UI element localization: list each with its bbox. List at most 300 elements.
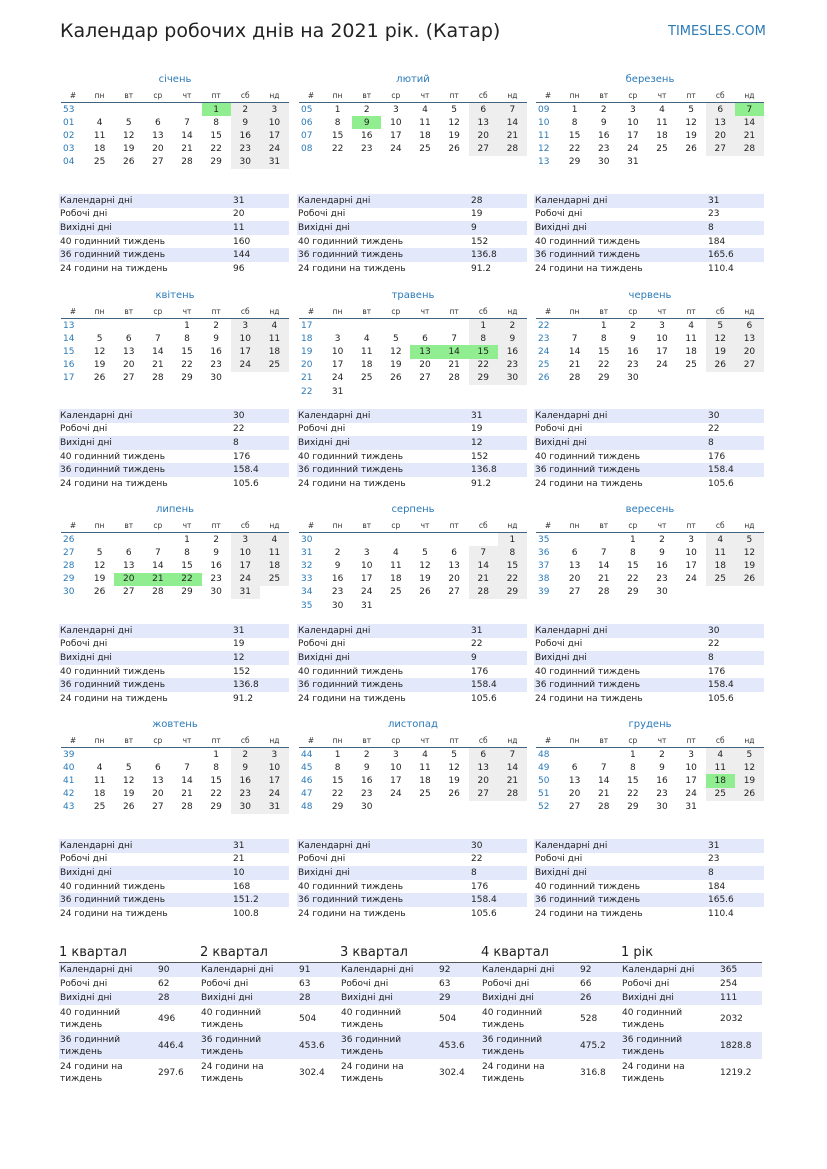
day-cell: [647, 372, 676, 385]
day-cell: 6: [154, 762, 161, 773]
weekday-header: ср: [618, 733, 647, 748]
summary-block: [481, 944, 622, 1086]
day-cell: 4: [260, 533, 289, 547]
stat-value: 105.6: [471, 693, 497, 704]
day-cell: [647, 156, 676, 169]
day-cell: 1: [334, 749, 341, 760]
week-number: 13: [63, 320, 75, 331]
summary-table: [200, 963, 341, 1086]
week-row: [61, 533, 289, 547]
stat-label: 36 годинний тиждень: [534, 893, 707, 907]
day-cell: 1: [184, 534, 190, 545]
day-cell: 7: [498, 103, 527, 117]
stat-value: 105.6: [233, 478, 259, 489]
day-cell: 3: [231, 533, 260, 547]
day-cell: 26: [735, 573, 764, 586]
week-row: [61, 319, 289, 333]
day-cell: [352, 385, 381, 398]
week-row: [536, 573, 764, 586]
week-row: [299, 319, 527, 333]
day-cell: 30: [231, 801, 260, 814]
summary-label: 36 годинний тиждень: [481, 1032, 579, 1059]
stat-value: 31: [470, 624, 527, 638]
month-calendar: [61, 72, 289, 169]
month-name: жовтень: [152, 719, 198, 730]
weekday-header: вт: [589, 304, 618, 319]
month-name: липень: [155, 504, 194, 515]
day-cell: 11: [360, 346, 373, 357]
day-cell: [85, 533, 114, 547]
day-cell: 12: [93, 346, 106, 357]
summary-value: 111: [719, 991, 762, 1005]
stat-label: 40 годинний тиждень: [60, 666, 166, 677]
summary-title: 3 квартал: [340, 944, 481, 963]
day-cell: 10: [685, 547, 697, 558]
day-cell: 26: [706, 359, 735, 372]
day-cell: 26: [735, 788, 764, 801]
week-number: 41: [63, 775, 75, 786]
day-cell: 29: [597, 373, 610, 384]
stat-label: Вихідні дні: [59, 651, 232, 665]
week-row: [299, 116, 527, 129]
day-cell: 24: [231, 359, 260, 372]
weekday-header: пт: [202, 88, 231, 103]
day-cell: 11: [685, 333, 697, 344]
day-cell: [381, 385, 410, 398]
stat-value: 12: [232, 651, 289, 665]
stat-value: 19: [471, 209, 483, 220]
month-calendar: [536, 288, 764, 385]
day-cell: 22: [627, 574, 639, 585]
week-row: [536, 143, 764, 156]
day-cell: 26: [390, 373, 402, 384]
summary-value: 297.6: [158, 1067, 184, 1078]
stat-label: Календарні дні: [297, 839, 470, 853]
day-cell: 2: [629, 320, 636, 331]
day-cell: 21: [498, 774, 527, 787]
month-stats: [534, 839, 764, 921]
day-cell: 16: [231, 774, 260, 787]
summary-label: 24 години на тиждень: [622, 1061, 685, 1084]
day-cell: 13: [735, 332, 764, 345]
week-number: 51: [538, 789, 550, 800]
week-row: [61, 332, 289, 345]
week-number: 26: [538, 373, 550, 384]
week-row: [536, 156, 764, 169]
stat-value: 184: [708, 236, 726, 247]
day-cell: 29: [469, 372, 498, 385]
summary-value: 453.6: [438, 1032, 481, 1059]
stat-label: 24 години на тиждень: [298, 263, 406, 274]
day-cell: [381, 599, 410, 612]
summary-label: 40 годинний тиждень: [622, 1007, 683, 1030]
day-cell: 25: [685, 360, 697, 371]
day-cell: 20: [419, 360, 431, 371]
day-cell: 14: [152, 560, 164, 571]
stat-label: Робочі дні: [298, 854, 346, 865]
week-number: 35: [301, 600, 313, 611]
day-cell: 9: [629, 333, 636, 344]
summary-label: 36 годинний тиждень: [621, 1032, 719, 1059]
stat-label: 40 годинний тиждень: [298, 451, 404, 462]
week-row: [536, 788, 764, 801]
week-row: [61, 116, 289, 129]
day-cell: 23: [331, 587, 344, 598]
day-cell: 17: [656, 346, 668, 357]
day-cell: 18: [360, 360, 373, 371]
day-cell: 20: [448, 574, 460, 585]
weekday-header: нд: [260, 304, 289, 319]
stat-label: 40 годинний тиждень: [298, 666, 404, 677]
day-cell: 17: [390, 130, 402, 141]
stat-label: Вихідні дні: [534, 651, 707, 665]
day-cell: 30: [627, 373, 639, 384]
day-cell: 20: [114, 573, 143, 586]
stat-label: Календарні дні: [59, 194, 232, 208]
day-cell: 9: [600, 117, 607, 128]
day-cell: 5: [451, 104, 457, 115]
week-number: 38: [538, 574, 550, 585]
day-cell: 25: [706, 573, 735, 586]
day-cell: 6: [154, 117, 161, 128]
summary-label: 24 години на тиждень: [341, 1061, 404, 1084]
week-row: [61, 129, 289, 142]
day-cell: 7: [451, 333, 457, 344]
day-cell: 25: [656, 144, 668, 155]
day-cell: 4: [96, 117, 103, 128]
weekday-header: ср: [143, 733, 172, 748]
day-cell: 18: [93, 144, 106, 155]
week-row: [61, 788, 289, 801]
stat-label: Календарні дні: [59, 839, 232, 853]
day-cell: 29: [568, 157, 581, 168]
day-cell: 17: [360, 574, 373, 585]
weekday-header: вт: [352, 733, 381, 748]
stat-value: 9: [470, 221, 527, 235]
day-cell: 27: [419, 373, 431, 384]
month-stats: [297, 839, 527, 921]
day-cell: 11: [419, 762, 431, 773]
stat-label: Календарні дні: [59, 409, 232, 423]
stat-value: 8: [470, 866, 527, 880]
stat-value: 105.6: [708, 693, 734, 704]
stat-value: 176: [471, 881, 489, 892]
day-cell: 21: [181, 144, 193, 155]
day-cell: 1: [184, 320, 190, 331]
day-cell: 16: [231, 129, 260, 142]
weekday-header: вт: [589, 88, 618, 103]
day-cell: 14: [181, 775, 193, 786]
stat-label: Робочі дні: [535, 209, 583, 220]
summary-label: 40 годинний тиждень: [482, 1007, 543, 1030]
week-number: 43: [63, 802, 75, 813]
day-cell: 15: [331, 775, 344, 786]
stat-value: 105.6: [471, 908, 497, 919]
month-table: [299, 518, 527, 612]
day-cell: 4: [260, 319, 289, 333]
week-row: [299, 546, 527, 559]
day-cell: 23: [210, 360, 222, 371]
stat-label: 36 годинний тиждень: [534, 678, 707, 692]
day-cell: [143, 533, 172, 547]
day-cell: [231, 372, 260, 385]
week-row: [61, 748, 289, 762]
stat-label: Календарні дні: [297, 624, 470, 638]
weekday-header: сб: [469, 518, 498, 533]
stat-label: Календарні дні: [534, 839, 707, 853]
weekday-header: нд: [735, 518, 764, 533]
weekday-header: пн: [560, 304, 589, 319]
day-cell: 12: [93, 560, 106, 571]
day-cell: 15: [210, 130, 222, 141]
day-cell: 6: [706, 103, 735, 117]
day-cell: 2: [659, 534, 665, 545]
day-cell: 23: [360, 144, 373, 155]
day-cell: [114, 319, 143, 333]
day-cell: 19: [706, 345, 735, 358]
day-cell: 13: [410, 345, 439, 358]
stat-value: 30: [232, 409, 289, 423]
day-cell: 13: [122, 346, 135, 357]
day-cell: [381, 319, 410, 333]
day-cell: 20: [152, 144, 164, 155]
day-cell: 6: [735, 319, 764, 333]
weekday-header: чт: [410, 518, 439, 533]
day-cell: 1: [202, 103, 231, 117]
day-cell: 30: [498, 372, 527, 385]
day-cell: 23: [656, 789, 668, 800]
day-cell: 27: [735, 359, 764, 372]
stat-value: 19: [471, 424, 483, 435]
stat-value: 31: [232, 839, 289, 853]
weekday-header: пт: [440, 304, 469, 319]
day-cell: 4: [706, 533, 735, 547]
day-cell: 10: [331, 346, 344, 357]
summary-label: 40 годинний тиждень: [201, 1007, 262, 1030]
stat-label: Робочі дні: [535, 854, 583, 865]
weekday-header: ср: [618, 88, 647, 103]
day-cell: 18: [685, 346, 697, 357]
day-cell: 3: [688, 534, 694, 545]
day-cell: 24: [360, 587, 373, 598]
day-cell: 15: [181, 346, 193, 357]
day-cell: [498, 599, 527, 612]
day-cell: 3: [688, 749, 694, 760]
day-cell: [706, 801, 735, 814]
week-row: [299, 599, 527, 612]
week-number: 46: [301, 775, 313, 786]
day-cell: 1: [469, 319, 498, 333]
week-row: [536, 372, 764, 385]
day-cell: 9: [659, 762, 665, 773]
day-cell: 30: [331, 600, 344, 611]
day-cell: 16: [656, 775, 668, 786]
day-cell: 12: [735, 546, 764, 559]
week-row: [61, 546, 289, 559]
day-cell: 28: [597, 802, 610, 813]
day-cell: 9: [231, 761, 260, 774]
day-cell: 10: [360, 560, 373, 571]
day-cell: [735, 156, 764, 169]
weekday-header: вт: [114, 518, 143, 533]
weekday-header: чт: [410, 88, 439, 103]
day-cell: 13: [706, 116, 735, 129]
day-cell: 17: [260, 129, 289, 142]
day-cell: 8: [184, 547, 190, 558]
weekday-header: сб: [231, 518, 260, 533]
weekday-header: #: [536, 518, 560, 533]
weekday-header: пн: [85, 733, 114, 748]
day-cell: 10: [390, 762, 402, 773]
week-number: 29: [63, 574, 75, 585]
day-cell: 7: [154, 333, 161, 344]
stat-label: Вихідні дні: [297, 221, 470, 235]
day-cell: 15: [331, 130, 344, 141]
stat-label: 36 годинний тиждень: [297, 463, 470, 477]
stat-value: 23: [708, 209, 720, 220]
weekday-header: ср: [143, 88, 172, 103]
weekday-header: чт: [172, 733, 201, 748]
day-cell: 29: [498, 586, 527, 599]
day-cell: 21: [568, 360, 581, 371]
day-cell: 7: [184, 762, 190, 773]
day-cell: 5: [451, 749, 457, 760]
day-cell: 2: [213, 534, 219, 545]
day-cell: 27: [568, 587, 581, 598]
week-row: [536, 546, 764, 559]
day-cell: 6: [469, 103, 498, 117]
week-number: 48: [538, 749, 550, 760]
day-cell: 29: [210, 157, 222, 168]
stat-label: 40 годинний тиждень: [535, 666, 641, 677]
stat-label: Робочі дні: [535, 639, 583, 650]
week-row: [299, 345, 527, 358]
weekday-header: ср: [143, 304, 172, 319]
summary-label: Календарні дні: [200, 963, 298, 977]
day-cell: 30: [231, 156, 260, 169]
day-cell: 23: [498, 359, 527, 372]
weekday-header: вт: [114, 88, 143, 103]
month-name: лютий: [396, 74, 430, 85]
day-cell: 7: [600, 762, 607, 773]
weekday-header: #: [299, 518, 323, 533]
day-cell: 16: [210, 560, 222, 571]
summary-value: 92: [579, 963, 622, 977]
day-cell: 15: [469, 345, 498, 358]
summary-label: 36 годинний тиждень: [59, 1032, 157, 1059]
day-cell: 20: [122, 360, 135, 371]
weekday-header: чт: [172, 518, 201, 533]
day-cell: 26: [122, 802, 135, 813]
stat-value: 22: [471, 854, 483, 865]
weekday-header: нд: [498, 733, 527, 748]
month-name: травень: [391, 290, 435, 301]
stat-value: 136.8: [470, 248, 527, 262]
stat-value: 9: [470, 651, 527, 665]
weekday-header: нд: [735, 733, 764, 748]
weekday-header: сб: [706, 518, 735, 533]
summary-value: 90: [157, 963, 200, 977]
day-cell: 20: [152, 789, 164, 800]
day-cell: 20: [568, 574, 581, 585]
stat-value: 8: [707, 866, 764, 880]
day-cell: [706, 156, 735, 169]
weekday-header: вт: [589, 518, 618, 533]
day-cell: [440, 319, 469, 333]
day-cell: 7: [154, 547, 161, 558]
day-cell: 11: [656, 117, 668, 128]
day-cell: 17: [260, 774, 289, 787]
weekday-header: пн: [85, 88, 114, 103]
day-cell: [706, 372, 735, 385]
weekday-header: пн: [560, 88, 589, 103]
summary-label: Робочі дні: [622, 979, 670, 989]
weekday-header: ср: [381, 88, 410, 103]
week-row: [299, 129, 527, 142]
day-cell: [172, 103, 201, 117]
week-row: [536, 332, 764, 345]
week-number: 27: [63, 547, 75, 558]
weekday-header: пт: [677, 88, 706, 103]
month-stats: [297, 409, 527, 491]
day-cell: 15: [627, 775, 639, 786]
stat-label: 36 годинний тиждень: [297, 678, 470, 692]
summary-label: Календарні дні: [340, 963, 438, 977]
week-number: 13: [538, 157, 550, 168]
day-cell: 22: [498, 573, 527, 586]
weekday-header: пн: [323, 518, 352, 533]
weekday-header: ср: [381, 733, 410, 748]
day-cell: 21: [498, 129, 527, 142]
stat-value: 152: [471, 236, 489, 247]
day-cell: 15: [627, 560, 639, 571]
day-cell: 2: [659, 749, 665, 760]
weekday-header: нд: [735, 88, 764, 103]
stat-value: 31: [470, 409, 527, 423]
summary-label: Робочі дні: [60, 979, 108, 989]
day-cell: 14: [498, 116, 527, 129]
summary-table: [59, 963, 200, 1086]
weekday-header: сб: [469, 304, 498, 319]
day-cell: 12: [448, 117, 460, 128]
summary-value: 91: [298, 963, 341, 977]
day-cell: 14: [735, 116, 764, 129]
day-cell: 18: [706, 774, 735, 787]
week-number: 04: [63, 157, 75, 168]
day-cell: 20: [469, 129, 498, 142]
day-cell: 14: [181, 130, 193, 141]
weekday-header: нд: [260, 733, 289, 748]
day-cell: 22: [568, 144, 581, 155]
summary-value: 453.6: [298, 1032, 341, 1059]
summary-value: 28: [298, 991, 341, 1005]
day-cell: 27: [152, 802, 164, 813]
day-cell: [440, 599, 469, 612]
month-calendar: [299, 502, 527, 612]
week-row: [536, 345, 764, 358]
weekday-header: вт: [114, 733, 143, 748]
day-cell: 25: [93, 157, 106, 168]
site-link[interactable]: TIMESLES.COM: [668, 24, 766, 39]
day-cell: 9: [352, 116, 381, 129]
week-number: 21: [301, 373, 313, 384]
day-cell: 3: [363, 547, 370, 558]
day-cell: 1: [571, 104, 578, 115]
day-cell: [323, 533, 352, 547]
day-cell: 4: [96, 762, 103, 773]
weekday-header: пн: [560, 733, 589, 748]
day-cell: [440, 385, 469, 398]
